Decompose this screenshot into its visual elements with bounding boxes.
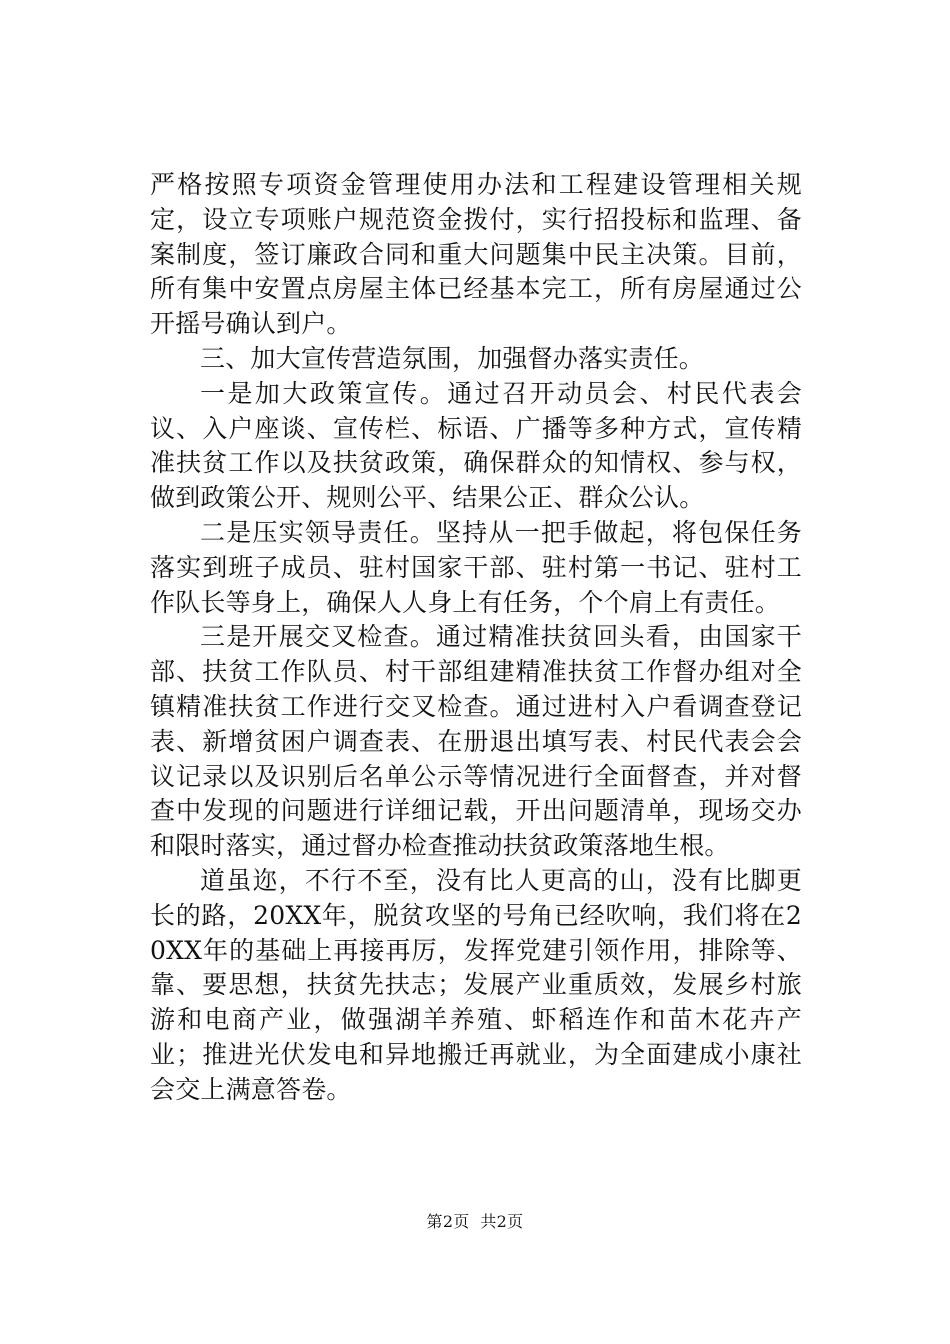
paragraph-policy-publicity: 一是加大政策宣传。通过召开动员会、村民代表会议、入户座谈、宣传栏、标语、广播等多种方式，宣传精准扶贫工作以及扶贫政策，确保群众的知情权、参与权，做到政策公开、规则公平、结果公正、群众公认。 [150, 378, 802, 513]
paragraph-1: 严格按照专项资金管理使用办法和工程建设管理相关规定，设立专项账户规范资金拨付，实行招投标和监理、备案制度，签订廉政合同和重大问题集中民主决策。目前，所有集中安置点房屋主体已经基本完工，所有房屋通过公开摇号确认到户。 [150, 170, 802, 339]
document-body [150, 168, 802, 1108]
section-heading-3: 三、加大宣传营造氛围，加强督办落实责任。 [200, 343, 705, 373]
paragraph-conclusion: 道虽迩，不行不至，没有比人更高的山，没有比脚更长的路，20XX年，脱贫攻坚的号角已经吹响，我们将在20XX年的基础上再接再厉，发挥党建引领作用，排除等、靠、要思想，扶贫先扶志；发展产业重质效，发展乡村旅游和电商产业，做强湖羊养殖、虾稻连作和苗木花卉产业；推进光伏发电和异地搬迁再就业，为全面建成小康社会交上满意答卷。 [150, 865, 802, 1104]
page-number: 第2页 共2页 [426, 1212, 524, 1231]
paragraph-cross-inspection: 三是开展交叉检查。通过精准扶贫回头看，由国家干部、扶贫工作队员、村干部组建精准扶贫工作督办组对全镇精准扶贫工作进行交叉检查。通过进村入户看调查登记表、新增贫困户调查表、在册退出填写表、村民代表会会议记录以及识别后名单公示等情况进行全面督查，并对督查中发现的问题进行详细记载，开出问题清单，现场交办和限时落实，通过督办检查推动扶贫政策落地生根。 [150, 622, 802, 861]
paragraph-leadership-responsibility: 二是压实领导责任。坚持从一把手做起，将包保任务落实到班子成员、驻村国家干部、驻村第一书记、驻村工作队长等身上，确保人人身上有任务，个个肩上有责任。 [150, 517, 802, 617]
page-footer [0, 1212, 950, 1232]
